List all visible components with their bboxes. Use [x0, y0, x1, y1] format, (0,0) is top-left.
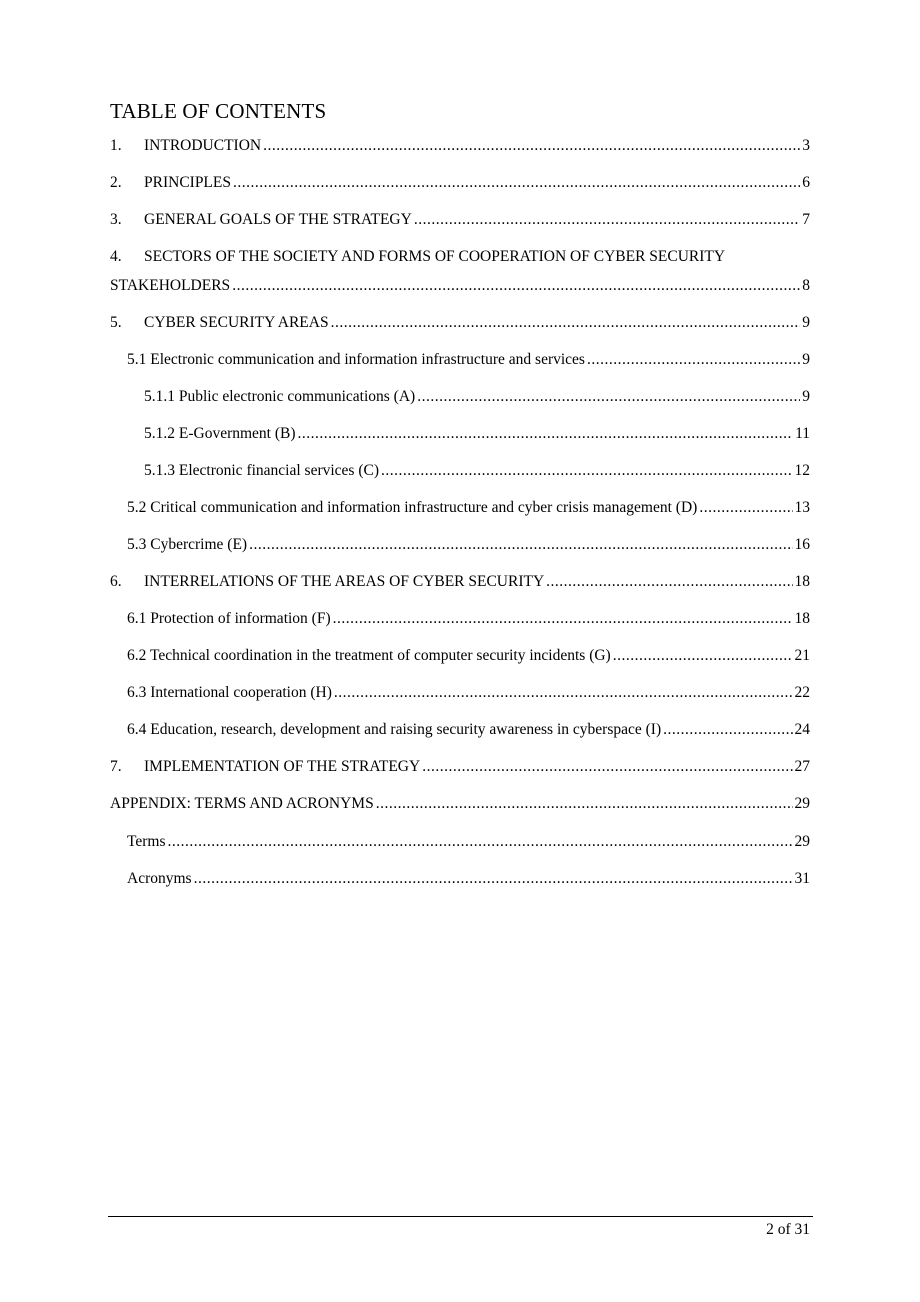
toc-entry-sectors-line1[interactable]	[110, 247, 810, 267]
toc-title: TABLE OF CONTENTS	[110, 99, 327, 123]
toc-entry-6-3[interactable]	[127, 683, 810, 703]
toc-entry-page: 9	[802, 388, 810, 405]
toc-entry-page: 22	[794, 684, 810, 701]
toc-entry-text: SECTORS OF THE SOCIETY AND FORMS OF COOPERATION OF CYBER SECURITY	[144, 248, 726, 265]
toc-entry-page: 11	[795, 425, 810, 442]
dot-leader	[194, 869, 793, 889]
toc-entry-5-1[interactable]	[127, 350, 810, 370]
page-number: 2 of 31	[766, 1221, 810, 1238]
toc-entry-implementation[interactable]	[110, 757, 810, 777]
dot-leader	[546, 572, 792, 592]
toc-entry-number: 1.	[110, 137, 122, 154]
toc-entry-6-2[interactable]	[127, 646, 810, 666]
dot-leader	[249, 535, 792, 555]
dot-leader	[232, 276, 800, 296]
toc-entry-number: 2.	[110, 174, 122, 191]
toc-entry-interrelations[interactable]	[110, 572, 810, 592]
toc-entry-text: 5.2 Critical communication and information infrastructure and cyber crisis management (D)	[127, 499, 698, 516]
dot-leader	[168, 832, 793, 852]
toc-entry-page: 7	[802, 211, 810, 228]
toc-entry-page: 16	[794, 536, 810, 553]
dot-leader	[422, 757, 792, 777]
toc-entry-text: Terms	[127, 833, 166, 850]
toc-entry-sectors-line2[interactable]	[110, 276, 810, 296]
toc-entry-text: 5.1.2 E-Government (B)	[144, 425, 296, 442]
toc-entry-general-goals[interactable]	[110, 210, 810, 230]
toc-entry-page: 27	[794, 758, 810, 775]
toc-entry-number: 7.	[110, 758, 122, 775]
toc-entry-text: IMPLEMENTATION OF THE STRATEGY	[144, 758, 421, 775]
toc-entry-text: Acronyms	[127, 870, 192, 887]
dot-leader	[298, 424, 794, 444]
toc-entry-text: 6.1 Protection of information (F)	[127, 610, 331, 627]
toc-entry-text: INTRODUCTION	[144, 137, 262, 154]
toc-entry-page: 24	[794, 721, 810, 738]
toc-entry-5-2[interactable]	[127, 498, 810, 518]
toc-entry-5-3[interactable]	[127, 535, 810, 555]
toc-entry-page: 13	[794, 499, 810, 516]
toc-entry-page: 6	[802, 174, 810, 191]
toc-entry-text: 5.1 Electronic communication and information infrastructure and services	[127, 351, 585, 368]
toc-entry-text: 5.1.3 Electronic financial services (C)	[144, 462, 379, 479]
toc-entry-introduction[interactable]	[110, 136, 810, 156]
toc-entry-text: 6.4 Education, research, development and raising security awareness in cyberspace (I)	[127, 721, 662, 738]
toc-entry-page: 8	[802, 277, 810, 294]
toc-entry-number: 5.	[110, 314, 122, 331]
dot-leader	[587, 350, 800, 370]
toc-entry-6-4[interactable]	[127, 720, 810, 740]
toc-entry-page: 31	[794, 870, 810, 887]
toc-entry-text-continuation: STAKEHOLDERS	[110, 277, 231, 294]
toc-entry-page: 29	[794, 795, 810, 812]
toc-entry-number: 4.	[110, 248, 122, 265]
dot-leader	[334, 683, 793, 703]
dot-leader	[376, 794, 793, 814]
toc-entry-cyber-security-areas[interactable]	[110, 313, 810, 333]
dot-leader	[331, 313, 801, 333]
toc-entry-text: INTERRELATIONS OF THE AREAS OF CYBER SECURITY	[144, 573, 545, 590]
toc-entry-text: APPENDIX: TERMS AND ACRONYMS	[110, 795, 374, 812]
dot-leader	[381, 461, 793, 481]
toc-entry-appendix[interactable]	[110, 794, 810, 814]
toc-entry-text: CYBER SECURITY AREAS	[144, 314, 329, 331]
toc-entry-principles[interactable]	[110, 173, 810, 193]
dot-leader	[414, 210, 800, 230]
toc-entry-page: 18	[794, 573, 810, 590]
dot-leader	[333, 609, 793, 629]
toc-entry-text: 5.1.1 Public electronic communications (A)	[144, 388, 416, 405]
toc-entry-page: 12	[794, 462, 810, 479]
toc-entry-6-1[interactable]	[127, 609, 810, 629]
toc-entry-page: 9	[802, 351, 810, 368]
toc-entry-text: 6.3 International cooperation (H)	[127, 684, 332, 701]
dot-leader	[233, 173, 800, 193]
footer-divider	[108, 1216, 813, 1217]
toc-entry-5-1-2[interactable]	[144, 424, 810, 444]
toc-entry-text: 6.2 Technical coordination in the treatment of computer security incidents (G)	[127, 647, 611, 664]
toc-entry-page: 18	[794, 610, 810, 627]
dot-leader	[417, 387, 800, 407]
dot-leader	[613, 646, 793, 666]
toc-entry-page: 21	[794, 647, 810, 664]
toc-entry-page: 29	[794, 833, 810, 850]
toc-entry-5-1-3[interactable]	[144, 461, 810, 481]
toc-entry-5-1-1[interactable]	[144, 387, 810, 407]
toc-entry-acronyms[interactable]	[127, 869, 810, 889]
toc-entry-number: 6.	[110, 573, 122, 590]
dot-leader	[663, 720, 792, 740]
toc-entry-terms[interactable]	[127, 832, 810, 852]
toc-entry-page: 9	[802, 314, 810, 331]
dot-leader	[699, 498, 792, 518]
toc-entry-text: GENERAL GOALS OF THE STRATEGY	[144, 211, 412, 228]
toc-entry-text: PRINCIPLES	[144, 174, 231, 191]
toc-entry-text: 5.3 Cybercrime (E)	[127, 536, 248, 553]
dot-leader	[263, 136, 800, 156]
toc-entry-number: 3.	[110, 211, 122, 228]
toc-entry-page: 3	[802, 137, 810, 154]
